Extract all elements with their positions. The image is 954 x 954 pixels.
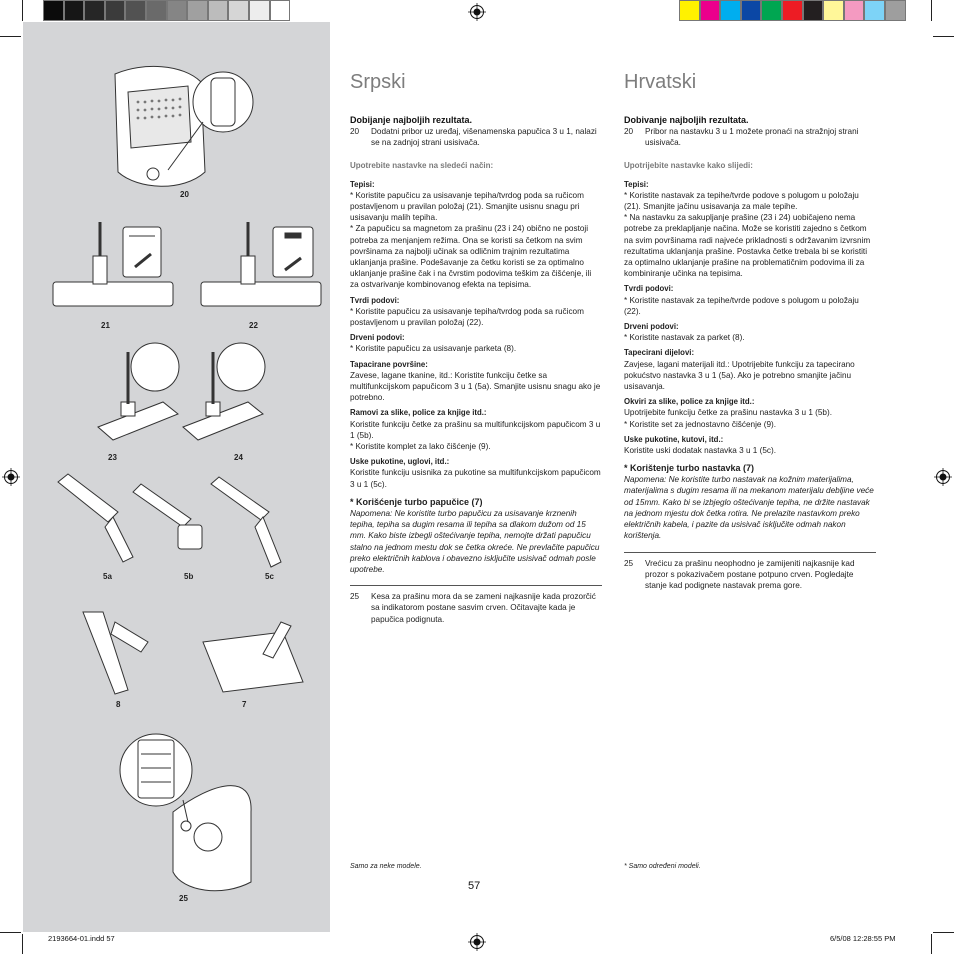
- crop-mark: [22, 934, 23, 954]
- figure-label-5b: 5b: [184, 572, 194, 581]
- parquet-nozzle-8-illustration: [83, 612, 148, 694]
- file-slug: 2193664-01.indd 57: [48, 934, 115, 943]
- figure-label-20: 20: [180, 190, 189, 199]
- figure-label-24: 24: [234, 453, 243, 462]
- upholstery-heading: Tapacirane površine:: [350, 359, 428, 369]
- color-swatch: [125, 0, 146, 21]
- color-swatch: [700, 0, 721, 21]
- color-swatch: [64, 0, 85, 21]
- section-heading: Srpski: [350, 71, 406, 93]
- body-text: Koristite funkciju četke za prašinu sa multifunkcijskom papučicom 3 u 1 (5b).: [350, 419, 601, 440]
- subsection-title: Dobivanje najboljih rezultata.: [624, 115, 749, 125]
- color-swatch: [84, 0, 105, 21]
- floor-nozzle-21-illustration: [53, 222, 173, 306]
- vacuum-rear-illustration: [115, 66, 253, 186]
- section-heading: Hrvatski: [624, 71, 697, 93]
- body-text: Koristite uski dodatak nastavka 3 u 1 (5c).: [624, 446, 777, 456]
- color-swatch: [270, 0, 291, 21]
- figure-label-22: 22: [249, 321, 258, 330]
- figure-label-5c: 5c: [265, 572, 274, 581]
- body-text: * Koristite papučicu za usisavanje parketa (8).: [350, 344, 517, 354]
- body-text: * Koristite nastavak za tepihe/tvrde podove s polugom u položaju (21). Smanjite jačinu usisavanja za male tepihe.: [624, 190, 859, 212]
- hard-floors-heading: Tvrdi podovi:: [350, 295, 400, 305]
- paragraph-text: Kesa za prašinu mora da se zameni najkasnije kada prozorčić sa indikatorom postane sasvim crven. Očitavajte kada je papučica podignuta.: [371, 592, 596, 624]
- color-swatch: [864, 0, 885, 21]
- turbo-heading: * Korišćenje turbo papučice (7): [350, 496, 483, 507]
- color-swatch: [187, 0, 208, 21]
- figure-label-21: 21: [101, 321, 110, 330]
- crop-mark: [931, 934, 932, 954]
- color-swatch: [228, 0, 249, 21]
- registration-mark-icon: [468, 3, 486, 21]
- body-text: * Koristite komplet za lako čišćenje (9).: [350, 442, 491, 452]
- crevices-heading: Uske pukotine, uglovi, itd.:: [350, 457, 450, 467]
- subsection-title: Dobijanje najboljih rezultata.: [350, 115, 473, 125]
- color-swatch: [761, 0, 782, 21]
- upholstery-heading: Tapecirani dijelovi:: [624, 348, 695, 358]
- registration-mark-icon: [2, 468, 20, 486]
- body-text: * Koristite papučicu za usisavanje tepiha/tvrdog poda sa ručicom postavljenom u pravilan položaj (21). Smanjite usisnu snagu pri usisavanju malih tepiha.: [350, 190, 584, 223]
- body-text: Koristite funkciju usisnika za pukotine sa multifunkcijskom papučicom 3 u 1 (5c).: [350, 468, 601, 489]
- numbered-paragraph: [350, 126, 602, 148]
- turbo-note: Napomena: Ne koristite turbo papučicu za usisavanje krznenih tepiha, tepiha sa dugim resama ili tepiha sa dlakom dužom od 15 mm. Kako biste izbegli oštećivanje tepiha, nemojte držati papučicu stalno na jednom mestu dok se četka okreće. Ne prevlačite papučicu preko električnih kablova i obavezno isključite usisivač odmah posle upotrebe.: [350, 508, 600, 574]
- usage-heading: Upotrebite nastavke na sledeći način:: [350, 161, 494, 171]
- body-text: * Na nastavku za sakupljanje prašine (23 i 24) uobičajeno nema potrebe za preklapljanje načina. Može se koristiti zajedno s četkom na svim površinama radi najveće prikladnosti s održavanim izvrsnim rezultatima uklanjanja prašine. Postavka četke trebala bi se koristiti za optimalno uklanjanje prašine na problematičnim podovima ili za kombiniranje učinka na tepisima.: [624, 213, 871, 279]
- accessory-5c-illustration: [211, 477, 281, 567]
- wooden-floors-heading: Drveni podovi:: [350, 333, 405, 343]
- frames-heading: Ramovi za slike, police za knjige itd.:: [350, 408, 487, 418]
- color-swatch: [249, 0, 270, 21]
- turbo-heading: * Korištenje turbo nastavka (7): [624, 463, 755, 474]
- color-swatch: [167, 0, 188, 21]
- figure-label-23: 23: [108, 453, 117, 462]
- vacuum-indicator-25-illustration: [120, 734, 251, 891]
- color-swatch: [823, 0, 844, 21]
- body-text: * Za papučicu sa magnetom za prašinu (23 i 24) obično ne postoji potreba za menjanjem režima. Ona se koristi sa četkom na svim površinama za najbolji učinak sa odličnim trajnim rezultatima uklanjanja prašine. Podešavanje za četku koristi se za optimalno uklanjanje prašine čak i na čvrstim podovima teškim za čišćenje, ili za ostvarivanje kombinovanog efekta na tepisima.: [350, 224, 592, 290]
- figure-label-7: 7: [242, 700, 247, 709]
- body-text: * Koristite nastavak za tepihe/tvrde podove s polugom u položaju (22).: [624, 295, 859, 316]
- numbered-paragraph: [624, 558, 876, 592]
- paragraph-number: 20: [350, 127, 360, 136]
- figure-label-5a: 5a: [103, 572, 112, 581]
- accessory-5a-illustration: [58, 474, 133, 562]
- color-swatch: [146, 0, 167, 21]
- crop-mark: [933, 36, 954, 37]
- color-swatch: [885, 0, 906, 21]
- page-number: 57: [468, 880, 481, 892]
- footnote: * Samo određeni modeli.: [624, 863, 701, 870]
- turbo-note: Napomena: Ne koristite turbo nastavak na kožnim materijalima, materijalima s dugim resama ili na mekanom materijalu debljine veće od 15mm. Kako bi se izbjeglo oštećivanje tepiha, ne držite nastavak na jednom mjestu dok četka rotira. Ne prelazite nastavkom preko električnih kabela, i pazite da usisivač isključite odmah nakon korištenja.: [624, 475, 874, 541]
- frames-heading: Okviri za slike, police za knjige itd.:: [624, 397, 755, 407]
- paragraph-text: Dodatni pribor uz uređaj, višenamenska papučica 3 u 1, nalazi se na zadnjoj strani usisivača.: [371, 127, 597, 148]
- floor-nozzle-22-illustration: [201, 222, 321, 306]
- nozzle-23-illustration: [98, 343, 179, 440]
- numbered-paragraph: [624, 126, 876, 148]
- numbered-paragraph: [350, 591, 602, 625]
- color-swatch: [803, 0, 824, 21]
- grayscale-color-bar: [43, 0, 290, 22]
- color-swatch: [782, 0, 803, 21]
- paragraph-number: 25: [624, 558, 634, 568]
- color-swatch: [844, 0, 865, 21]
- hard-floors-heading: Tvrdi podovi:: [624, 284, 674, 294]
- hrvatski-column: [624, 70, 876, 591]
- divider: [624, 552, 876, 553]
- body-text: * Koristite nastavak za parket (8).: [624, 333, 745, 343]
- paragraph-number: 25: [350, 592, 360, 602]
- color-swatch: [208, 0, 229, 21]
- body-text: * Koristite papučicu za usisavanje tepiha/tvrdog poda sa ručicom postavljenom u pravilan položaj (22).: [350, 306, 584, 328]
- color-swatch: [679, 0, 700, 21]
- paragraph-text: Pribor na nastavku 3 u 1 možete pronaći na stražnjoj strani usisivača.: [645, 127, 859, 148]
- figure-label-8: 8: [116, 700, 121, 709]
- crevices-heading: Uske pukotine, kutovi, itd.:: [624, 434, 724, 444]
- registration-mark-icon: [934, 468, 952, 486]
- crop-mark: [933, 932, 954, 933]
- timestamp-slug: 6/5/08 12:28:55 PM: [830, 934, 896, 943]
- illustrations: [23, 22, 330, 932]
- crop-mark: [0, 932, 21, 933]
- wooden-floors-heading: Drveni podovi:: [624, 322, 679, 332]
- illustration-panel: [23, 22, 330, 932]
- accessory-5b-illustration: [133, 484, 202, 549]
- registration-mark-icon: [468, 933, 486, 951]
- body-text: * Koristite set za jednostavno čišćenje (9).: [624, 419, 776, 429]
- carpets-heading: Tepisi:: [624, 179, 649, 189]
- color-swatch: [43, 0, 64, 21]
- divider: [350, 585, 602, 586]
- body-text: Upotrijebite funkciju četke za prašinu nastavka 3 u 1 (5b).: [624, 408, 832, 418]
- crop-mark: [22, 0, 23, 21]
- crop-mark: [931, 0, 932, 21]
- body-text: Zavese, lagane tkanine, itd.: Koristite funkciju četke sa multifunkcijskom papučicom 3 u 1 (5a). Smanjite usisnu snagu ako je potrebno.: [350, 370, 601, 403]
- color-swatch: [720, 0, 741, 21]
- color-swatch: [741, 0, 762, 21]
- color-swatch: [105, 0, 126, 21]
- usage-heading: Upotrijebite nastavke kako slijedi:: [624, 161, 753, 171]
- paragraph-number: 20: [624, 127, 634, 136]
- figure-label-25: 25: [179, 894, 188, 903]
- paragraph-text: Vrećicu za prašinu neophodno je zamijeniti najkasnije kad prozor s pokazivačem postane potpuno crven. Pogledajte stanje kad podignete nastavak prema gore.: [645, 558, 855, 590]
- turbo-nozzle-7-illustration: [203, 622, 303, 692]
- srpski-column: [350, 70, 602, 625]
- crop-mark: [0, 36, 21, 37]
- carpets-heading: Tepisi:: [350, 179, 375, 189]
- footnote: Samo za neke modele.: [350, 863, 422, 870]
- body-text: Zavjese, lagani materijali itd.: Upotrijebite funkciju za tapecirano pokućstvo nastavka 3 u 1 (5a). Ako je potrebno smanjite jačinu usisavanja.: [624, 359, 855, 392]
- process-color-bar: [679, 0, 906, 22]
- nozzle-24-illustration: [183, 343, 265, 440]
